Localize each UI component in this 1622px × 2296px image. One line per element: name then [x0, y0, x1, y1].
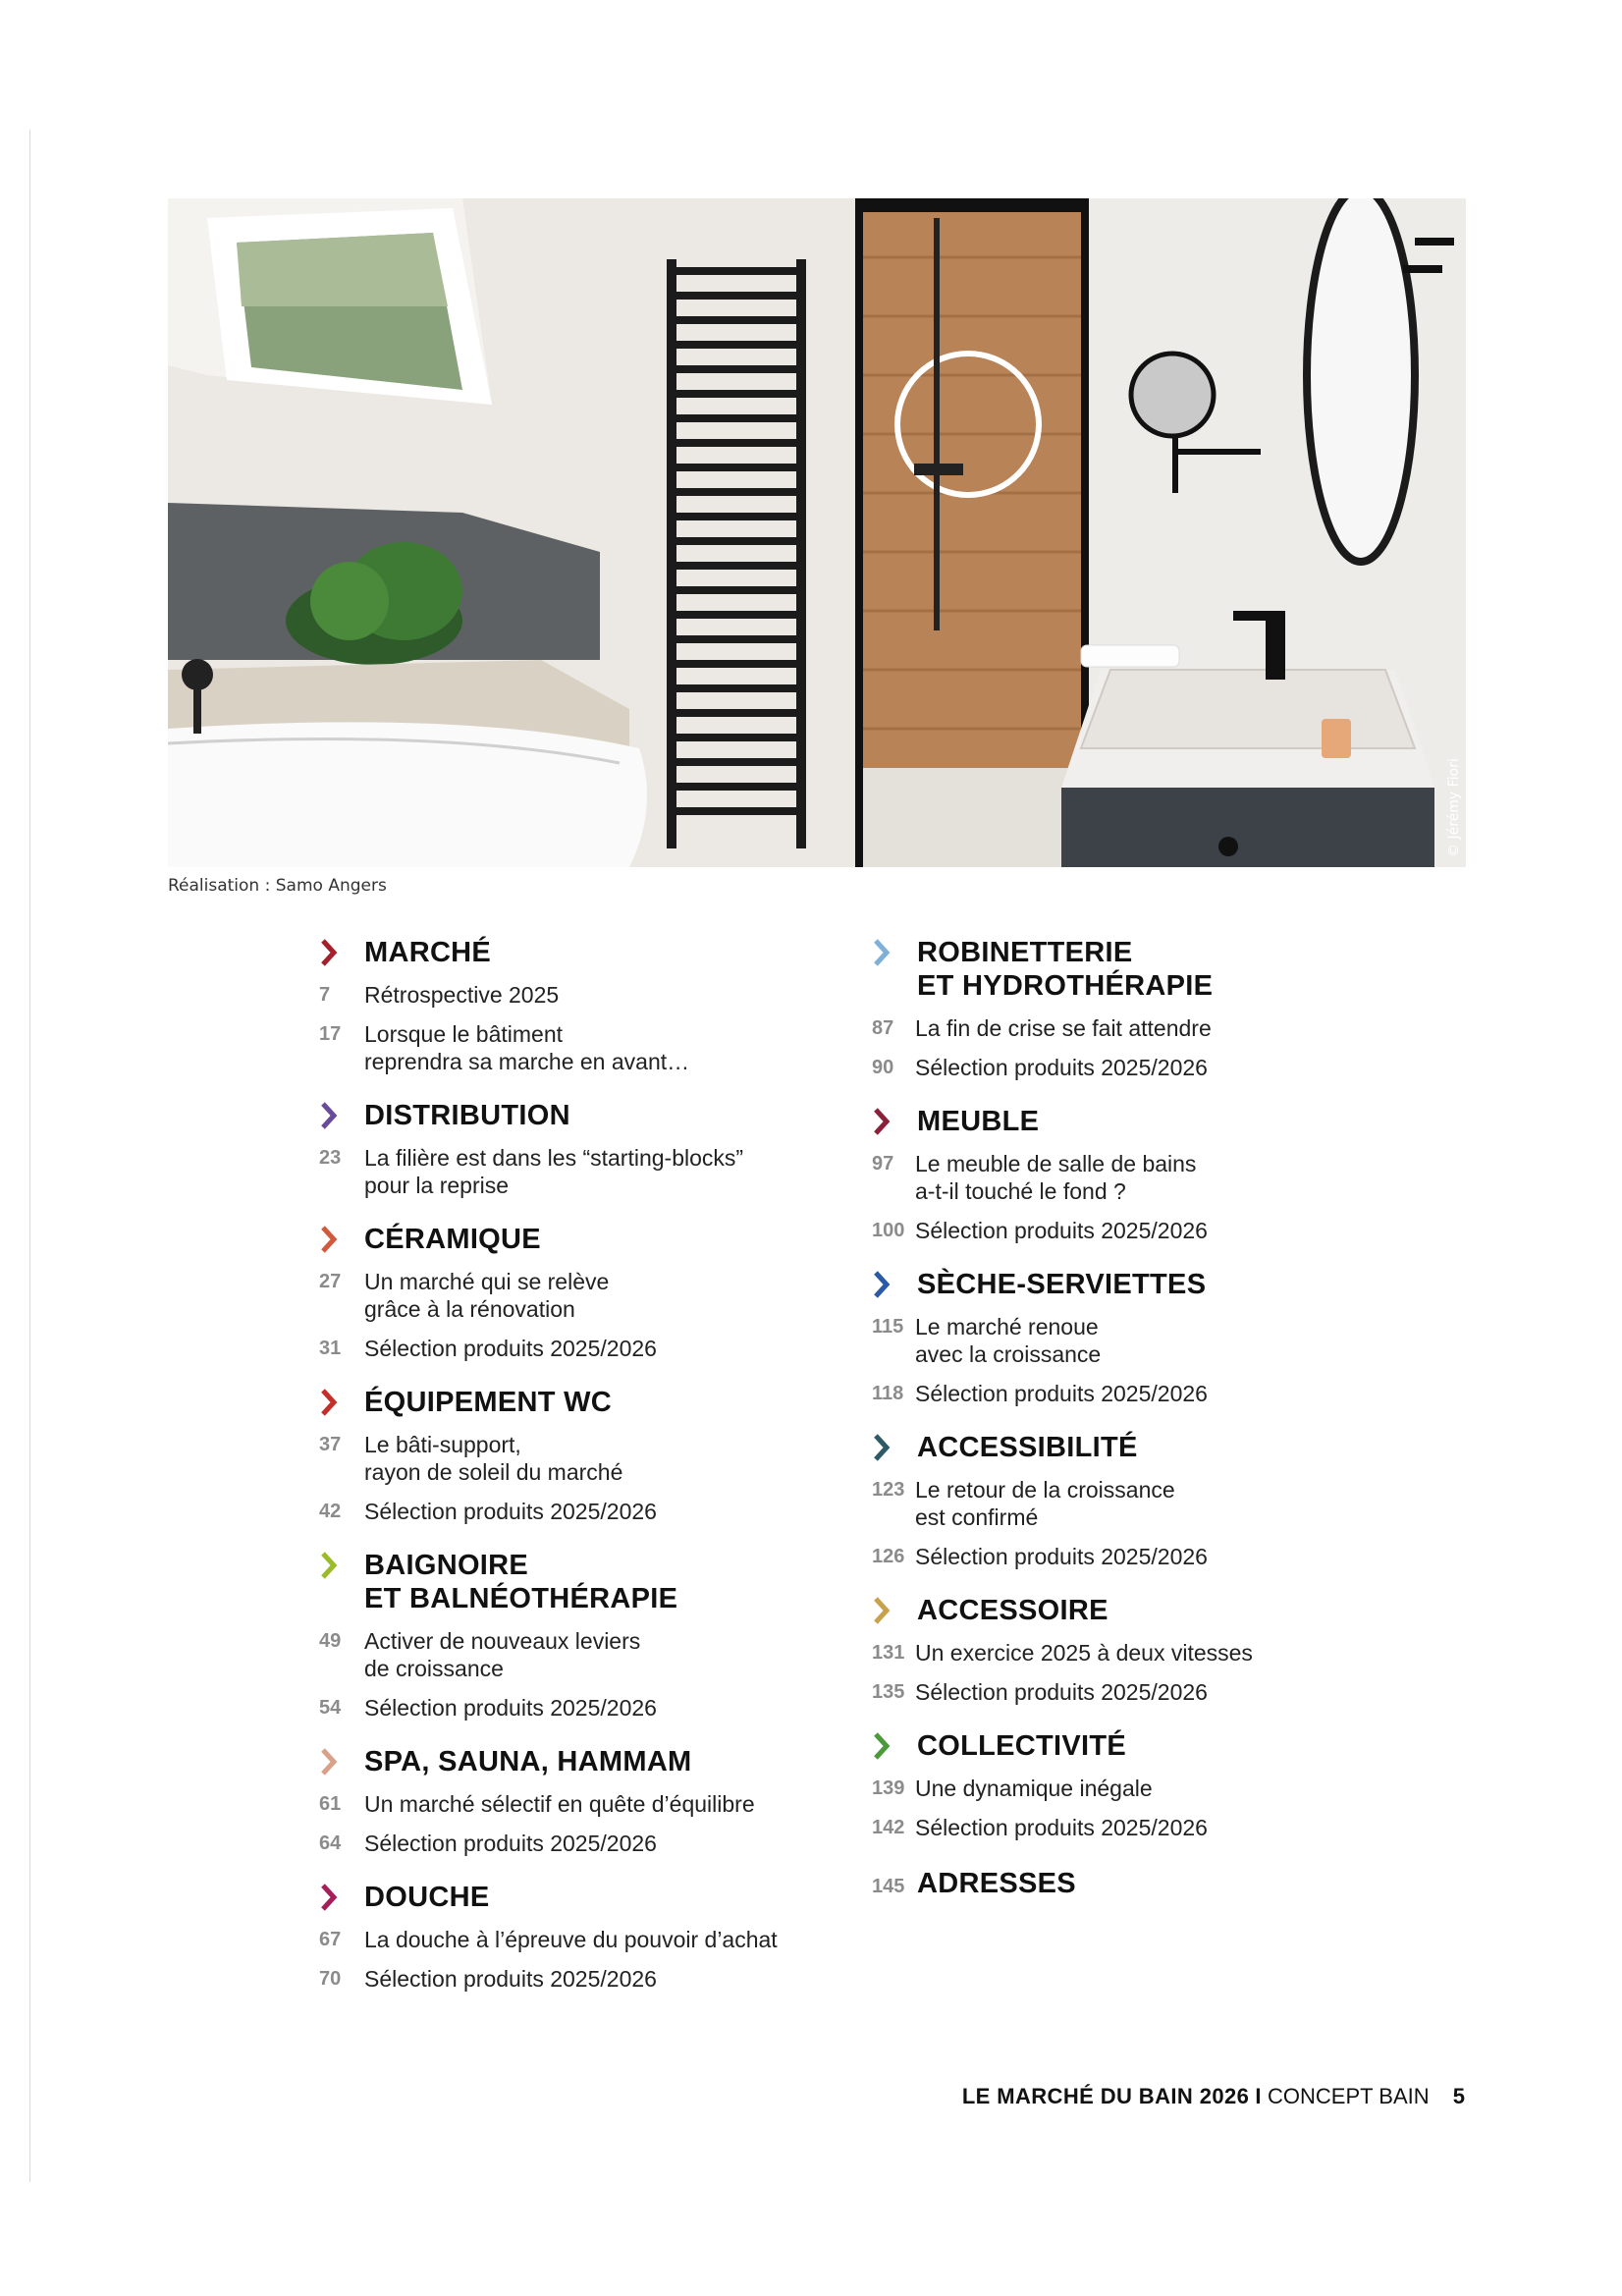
- chevron-right-icon: [319, 1747, 339, 1777]
- chevron-right-icon: [872, 1731, 899, 1763]
- toc-entry[interactable]: [319, 1694, 869, 1722]
- entry-title: Sélection produits 2025/2026: [364, 1336, 657, 1361]
- entry-title: La fin de crise se fait attendre: [915, 1015, 1212, 1041]
- chevron-right-icon: [872, 1433, 892, 1462]
- toc-entry[interactable]: [319, 1627, 869, 1682]
- toc-addresses[interactable]: [872, 1867, 1422, 1900]
- entry-title: Le meuble de salle de bains a-t-il touché le fond ?: [915, 1151, 1197, 1204]
- section-title: DOUCHE: [364, 1882, 490, 1913]
- entry-page-number: 61: [319, 1793, 342, 1815]
- toc-entry[interactable]: [319, 1965, 869, 1993]
- entry-title: Sélection produits 2025/2026: [364, 1966, 657, 1992]
- section-title: ROBINETTERIE ET HYDROTHÉRAPIE: [917, 937, 1214, 1002]
- chevron-right-icon: [872, 1731, 892, 1761]
- chevron-right-icon: [319, 1388, 339, 1417]
- entry-page-number: 87: [872, 1017, 894, 1039]
- toc-entry[interactable]: [872, 1150, 1422, 1205]
- chevron-right-icon: [319, 1883, 339, 1912]
- section-heading: [319, 1745, 869, 1778]
- toc-section: [319, 936, 869, 1075]
- chevron-right-icon: [319, 1225, 339, 1254]
- toc-entry[interactable]: [872, 1313, 1422, 1368]
- toc-section: [872, 1594, 1422, 1706]
- entry-title: Sélection produits 2025/2026: [915, 1218, 1208, 1243]
- toc-section: [872, 1105, 1422, 1244]
- entry-title: Sélection produits 2025/2026: [364, 1499, 657, 1524]
- section-heading: [872, 1594, 1422, 1627]
- toc-entry[interactable]: [319, 1926, 869, 1953]
- toc-section: [319, 1223, 869, 1362]
- addresses-title: ADRESSES: [917, 1868, 1076, 1899]
- chevron-right-icon: [872, 938, 892, 967]
- chevron-right-icon: [872, 1270, 892, 1299]
- chevron-right-icon: [319, 1225, 347, 1256]
- footer-separator: I: [1255, 2084, 1262, 2108]
- entry-title: Sélection produits 2025/2026: [915, 1815, 1208, 1840]
- entry-page-number: 67: [319, 1929, 342, 1950]
- entry-title: Sélection produits 2025/2026: [364, 1831, 657, 1856]
- chevron-right-icon: [872, 1107, 899, 1138]
- toc-entry[interactable]: [872, 1380, 1422, 1407]
- entry-page-number: 37: [319, 1434, 342, 1455]
- section-heading: [872, 1729, 1422, 1763]
- entry-title: Sélection produits 2025/2026: [915, 1679, 1208, 1705]
- entry-title: Un exercice 2025 à deux vitesses: [915, 1640, 1253, 1666]
- chevron-right-icon: [872, 1596, 892, 1625]
- entry-title: Le marché renoue avec la croissance: [915, 1314, 1102, 1367]
- entry-page-number: 27: [319, 1271, 342, 1292]
- entry-page-number: 42: [319, 1501, 342, 1522]
- toc-entry[interactable]: [319, 1020, 869, 1075]
- entry-page-number: 118: [872, 1383, 904, 1404]
- toc-entry[interactable]: [319, 1830, 869, 1857]
- chevron-right-icon: [319, 1551, 347, 1582]
- toc-section: [319, 1549, 869, 1722]
- entry-title: Un marché sélectif en quête d’équilibre: [364, 1791, 755, 1817]
- chevron-right-icon: [872, 1433, 899, 1464]
- footer-magazine: LE MARCHÉ DU BAIN 2026: [961, 2084, 1250, 2108]
- toc-entry[interactable]: [872, 1054, 1422, 1081]
- chevron-right-icon: [319, 938, 339, 967]
- toc-entry[interactable]: [319, 1144, 869, 1199]
- toc-section: [872, 1729, 1422, 1841]
- toc-left-column: [319, 936, 869, 2016]
- toc-section: [872, 936, 1422, 1081]
- section-heading: [319, 1223, 869, 1256]
- toc-entry[interactable]: [872, 1014, 1422, 1042]
- entry-page-number: 54: [319, 1697, 342, 1719]
- entry-page-number: 100: [872, 1220, 905, 1241]
- chevron-right-icon: [319, 1101, 339, 1130]
- toc-section: [319, 1881, 869, 1993]
- chevron-right-icon: [319, 938, 347, 969]
- section-heading: [319, 936, 869, 969]
- section-title: MARCHÉ: [364, 937, 492, 968]
- section-heading: [319, 1386, 869, 1419]
- chevron-right-icon: [319, 1551, 339, 1580]
- entry-title: Le bâti-support, rayon de soleil du marché: [364, 1432, 623, 1485]
- section-title: SPA, SAUNA, HAMMAM: [364, 1746, 692, 1777]
- section-heading: [872, 936, 1422, 1003]
- chevron-right-icon: [319, 1747, 347, 1778]
- toc-entry[interactable]: [872, 1543, 1422, 1570]
- entry-page-number: 7: [319, 984, 331, 1006]
- bathroom-illustration: [168, 198, 1466, 867]
- entry-title: Un marché qui se relève grâce à la rénovation: [364, 1269, 610, 1322]
- entry-page-number: 17: [319, 1023, 342, 1045]
- section-heading: [319, 1099, 869, 1132]
- entry-page-number: 97: [872, 1153, 894, 1175]
- section-title: DISTRIBUTION: [364, 1100, 570, 1131]
- toc-entry[interactable]: [872, 1217, 1422, 1244]
- cover-photo: [168, 198, 1466, 867]
- page-number: 5: [1452, 2084, 1465, 2108]
- addresses-page-number: 145: [872, 1876, 905, 1897]
- toc-entry[interactable]: [872, 1476, 1422, 1531]
- toc-right-column: [872, 936, 1422, 1900]
- toc-section: [319, 1745, 869, 1857]
- entry-page-number: 115: [872, 1316, 904, 1338]
- entry-title: Une dynamique inégale: [915, 1776, 1153, 1801]
- toc-entry[interactable]: [872, 1678, 1422, 1706]
- toc-entry[interactable]: [319, 1335, 869, 1362]
- toc-section: [872, 1431, 1422, 1570]
- toc-section: [319, 1386, 869, 1525]
- entry-page-number: 142: [872, 1817, 905, 1838]
- toc-entry[interactable]: [319, 1498, 869, 1525]
- section-title: ACCESSIBILITÉ: [917, 1432, 1138, 1463]
- section-title: ACCESSOIRE: [917, 1595, 1108, 1626]
- toc-section: [872, 1268, 1422, 1407]
- toc-entry[interactable]: [872, 1639, 1422, 1667]
- toc-entry[interactable]: [872, 1775, 1422, 1802]
- entry-title: La douche à l’épreuve du pouvoir d’achat: [364, 1927, 778, 1952]
- margin-rule: [29, 130, 30, 2182]
- entry-title: Rétrospective 2025: [364, 982, 560, 1008]
- page-footer: [962, 2084, 1465, 2109]
- section-heading: [319, 1881, 869, 1914]
- toc-entry[interactable]: [319, 981, 869, 1009]
- entry-page-number: 90: [872, 1057, 894, 1078]
- entry-title: Sélection produits 2025/2026: [915, 1055, 1208, 1080]
- section-title: SÈCHE-SERVIETTES: [917, 1269, 1207, 1300]
- section-title: MEUBLE: [917, 1106, 1040, 1137]
- chevron-right-icon: [319, 1883, 347, 1914]
- entry-page-number: 31: [319, 1338, 342, 1359]
- entry-page-number: 70: [319, 1968, 342, 1990]
- entry-page-number: 126: [872, 1546, 905, 1567]
- footer-publisher: CONCEPT BAIN: [1268, 2084, 1430, 2108]
- entry-title: La filière est dans les “starting-blocks” pour la reprise: [364, 1145, 744, 1198]
- section-title: ÉQUIPEMENT WC: [364, 1387, 613, 1418]
- section-heading: [872, 1431, 1422, 1464]
- section-title: BAIGNOIRE ET BALNÉOTHÉRAPIE: [364, 1550, 678, 1614]
- toc-entry[interactable]: [319, 1268, 869, 1323]
- toc-entry[interactable]: [319, 1790, 869, 1818]
- entry-title: Sélection produits 2025/2026: [915, 1381, 1208, 1406]
- photo-credit: © Jérémy Fiori: [1446, 758, 1462, 857]
- section-title: CÉRAMIQUE: [364, 1224, 541, 1255]
- section-title: COLLECTIVITÉ: [917, 1730, 1127, 1762]
- entry-title: Le retour de la croissance est confirmé: [915, 1477, 1175, 1530]
- chevron-right-icon: [319, 1388, 347, 1419]
- section-heading: [872, 1268, 1422, 1301]
- toc-entry[interactable]: [319, 1431, 869, 1486]
- toc-entry[interactable]: [872, 1814, 1422, 1841]
- section-heading: [872, 1105, 1422, 1138]
- chevron-right-icon: [872, 938, 899, 969]
- entry-title: Sélection produits 2025/2026: [915, 1544, 1208, 1569]
- chevron-right-icon: [872, 1270, 899, 1301]
- chevron-right-icon: [872, 1596, 899, 1627]
- entry-page-number: 23: [319, 1147, 342, 1169]
- photo-caption: Réalisation : Samo Angers: [168, 876, 387, 896]
- entry-title: Sélection produits 2025/2026: [364, 1695, 657, 1721]
- chevron-right-icon: [319, 1101, 347, 1132]
- toc-section: [319, 1099, 869, 1199]
- entry-page-number: 64: [319, 1832, 342, 1854]
- entry-page-number: 131: [872, 1642, 905, 1664]
- section-heading: [319, 1549, 869, 1615]
- entry-page-number: 135: [872, 1681, 905, 1703]
- entry-title: Activer de nouveaux leviers de croissance: [364, 1628, 641, 1681]
- entry-page-number: 49: [319, 1630, 342, 1652]
- entry-page-number: 123: [872, 1479, 905, 1501]
- entry-title: Lorsque le bâtiment reprendra sa marche en avant…: [364, 1021, 690, 1074]
- entry-page-number: 139: [872, 1777, 905, 1799]
- chevron-right-icon: [872, 1107, 892, 1136]
